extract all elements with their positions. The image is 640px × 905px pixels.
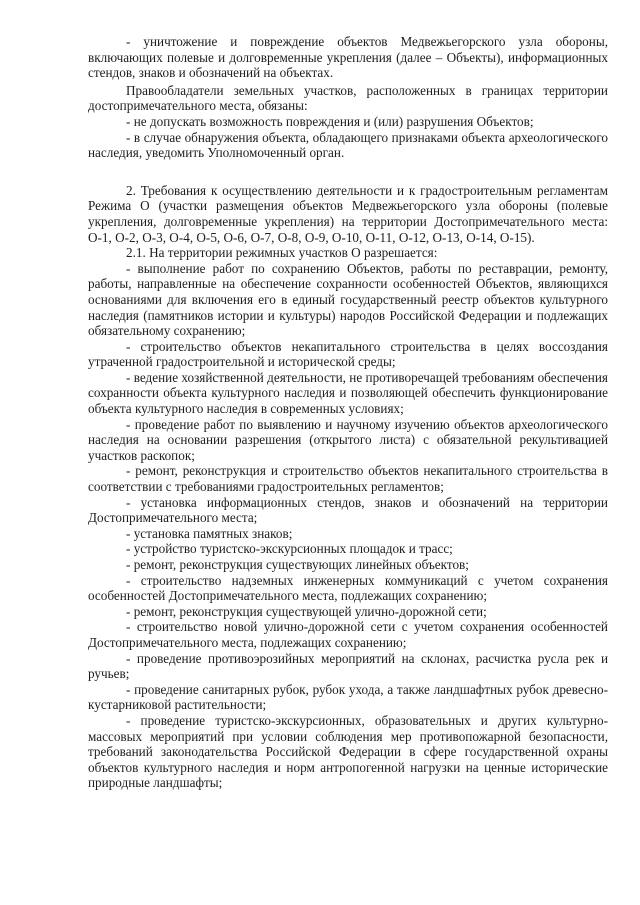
paragraph-owners-obligations: Правообладатели земельных участков, расположенных в границах территории достопримечательного места, обязаны:: [88, 82, 608, 114]
list-item: - ремонт, реконструкция существующих линейных объектов;: [126, 557, 469, 572]
paragraph-objects-destruction: - уничтожение и повреждение объектов Медвежьегорского узла обороны, включающих полевые и долговременные укрепления (далее – Объекты), информационных стендов, знаков и обозначений на объектах.: [88, 34, 608, 81]
list-item: - строительство объектов некапитального строительства в целях воссоздания утраченной градостроительной и исторической среды;: [88, 338, 608, 370]
list-item: - ремонт, реконструкция существующей улично-дорожной сети;: [126, 603, 487, 619]
list-item: - проведение работ по выявлению и научному изучению объектов археологического наследия на основании разрешения (открытого листа) с обязательной рекультивацией участков раскопок;: [88, 416, 608, 463]
section-2-heading: 2. Требования к осуществлению деятельности и к градостроительным регламентам Режима О (участки размещения объектов Медвежьегорского узла обороны (полевые укрепления, долговременные укрепления) на территории Достопримечательного места: О-1, О-2, О-3, О-4, О-5, О-6, О-7, О-8, О-9, О-10, О-11, О-12, О-13, О-14, О-15).: [88, 182, 608, 245]
section-2-1-subheading: 2.1. На территории режимных участков О разрешается:: [126, 245, 438, 261]
list-item: - установка информационных стендов, знаков и обозначений на территории Достопримечательного места;: [88, 494, 608, 526]
list-item: - строительство надземных инженерных коммуникаций с учетом сохранения особенностей Достопримечательного места, подлежащих сохранению;: [88, 572, 608, 604]
list-item: - установка памятных знаков;: [126, 525, 293, 541]
list-item: - проведение санитарных рубок, рубок ухода, а также ландшафтных рубок древесно-кустарниковой растительности;: [88, 681, 608, 713]
permitted-items-list: [88, 261, 608, 791]
list-item: - строительство новой улично-дорожной сети с учетом сохранения особенностей Достопримечательного места, подлежащих сохранению;: [88, 619, 608, 650]
list-item: - выполнение работ по сохранению Объектов, работы по реставрации, ремонту, работы, направленные на обеспечение сохранности особенностей Объектов, являющихся основаниями для включения его в единый государственный реестр объектов культурного наследия (памятников истории и культуры) народов Российской Федерации и подлежащих обязательному сохранению;: [88, 260, 608, 339]
paragraph-no-damage: - не допускать возможность повреждения и (или) разрушения Объектов;: [126, 113, 534, 129]
list-item: - проведение туристско-экскурсионных, образовательных и других культурно-массовых мероприятий при условии соблюдения мер противопожарной безопасности, требований законодательства Российской Федерации в сфере государственной охраны объектов культурного наследия и норм антропогенной нагрузки на ценные исторические природные ландшафты;: [88, 712, 608, 791]
paragraph-notify-authority: - в случае обнаружения объекта, обладающего признаками объекта археологического наследия, уведомить Уполномоченный орган.: [88, 129, 608, 161]
list-item: - проведение противоэрозийных мероприятий на склонах, расчистка русла рек и ручьев;: [88, 650, 608, 682]
list-item: - ведение хозяйственной деятельности, не противоречащей требованиям обеспечения сохранности объекта культурного наследия и позволяющей обеспечить функционирование объекта культурного наследия в современных условиях;: [88, 369, 608, 417]
list-item: - устройство туристско-экскурсионных площадок и трасс;: [126, 541, 453, 557]
document-page: [88, 34, 608, 791]
list-item: - ремонт, реконструкция и строительство объектов некапитального строительства в соответствии с требованиями градостроительных регламентов;: [88, 463, 608, 495]
